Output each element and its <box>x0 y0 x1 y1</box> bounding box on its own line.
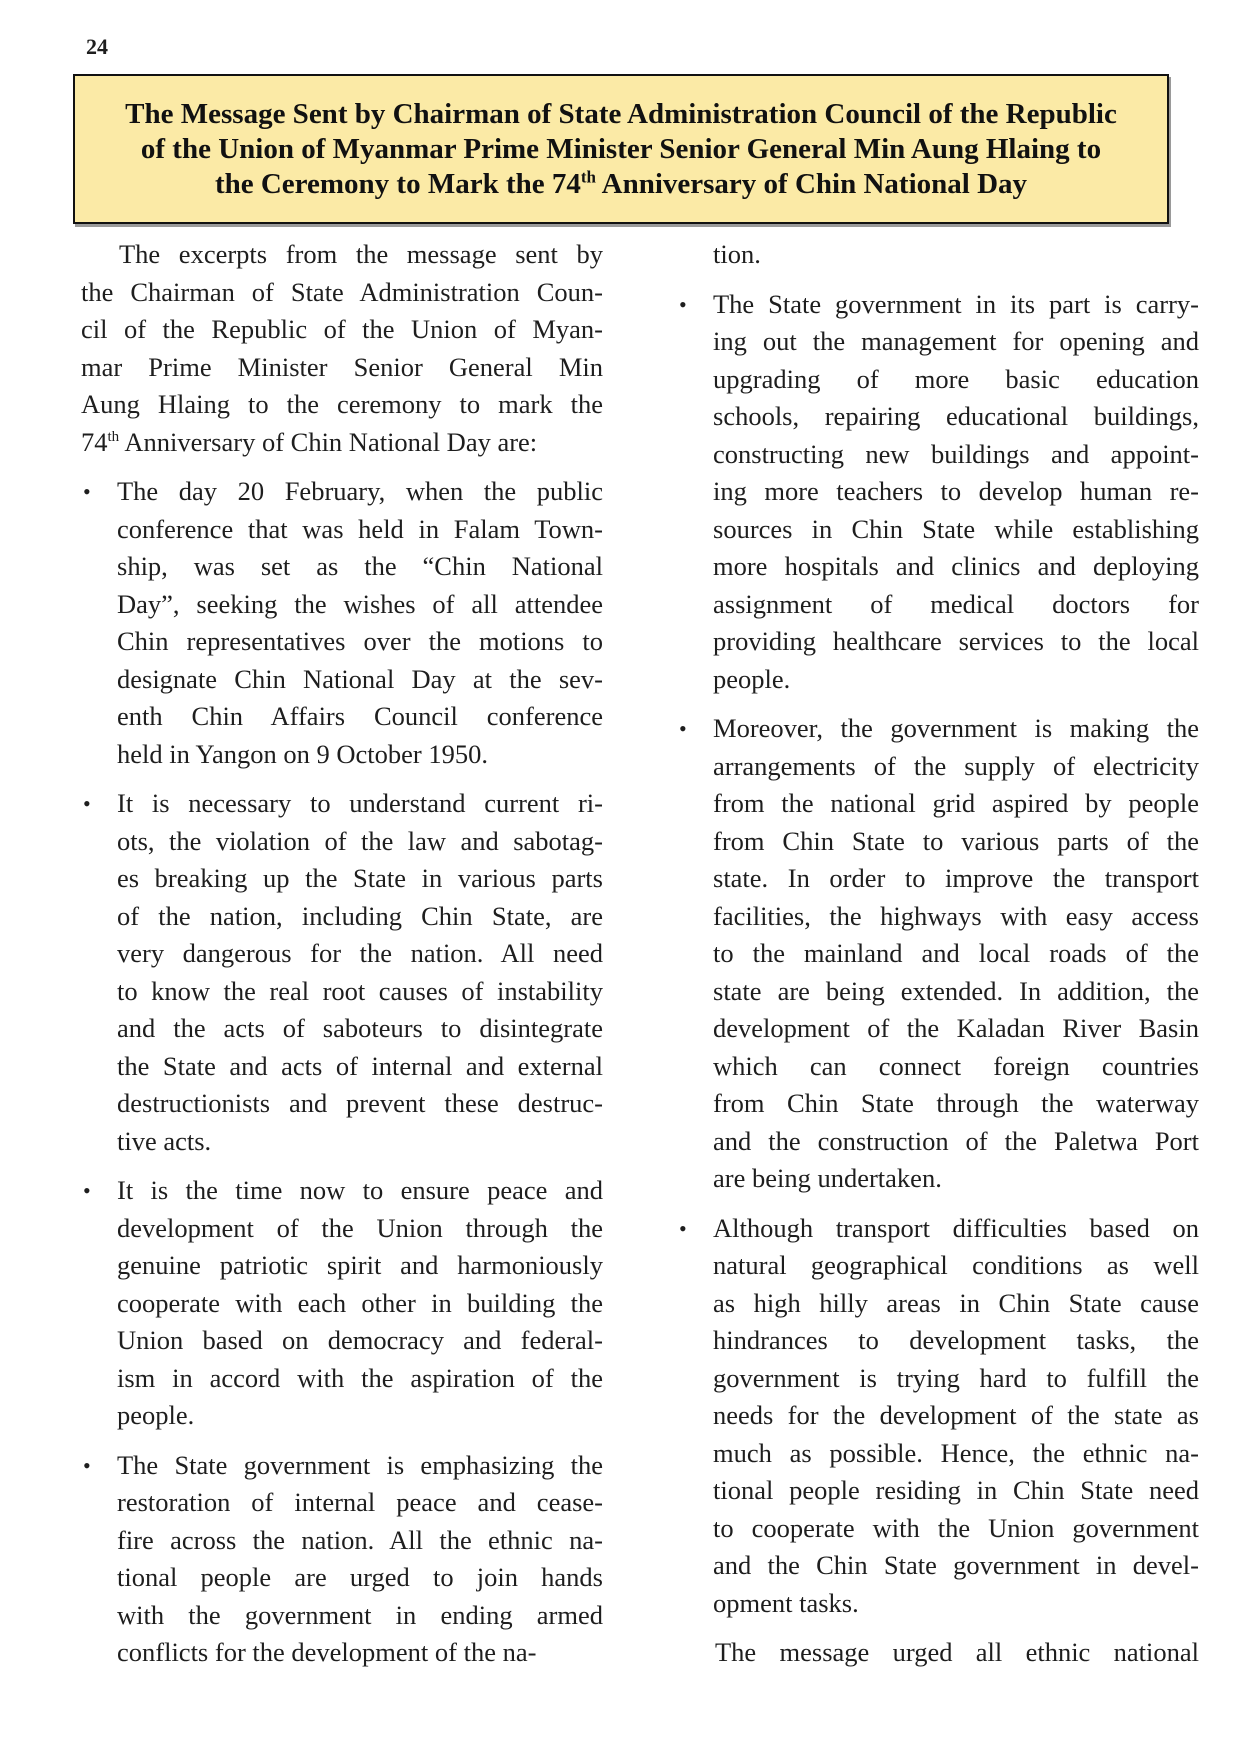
bullet-line: Chin representatives over the motions to <box>117 626 603 656</box>
bullet-line: are being undertaken. <box>713 1163 942 1193</box>
title-line-3-end: Anniversary of Chin National Day <box>596 167 1028 200</box>
bullet-line: natural geographical conditions as well <box>713 1250 1199 1280</box>
intro-paragraph <box>81 236 603 461</box>
bullet-line: with the government in ending armed <box>117 1599 603 1630</box>
intro-superscript: th <box>107 428 120 445</box>
bullet-line: genuine patriotic spirit and harmoniously <box>117 1250 603 1280</box>
bullet-line: tional people residing in Chin State need <box>713 1475 1199 1505</box>
bullet-line: people. <box>117 1400 195 1430</box>
bullet-item <box>81 785 603 1160</box>
intro-line: mar Prime Minister Senior General Min <box>81 351 603 382</box>
left-bullet-list <box>81 473 603 1672</box>
bullet-item <box>677 710 1199 1198</box>
bullet-line: conflicts for the development of the na- <box>117 1637 537 1667</box>
bullet-line: ing more teachers to develop human re- <box>713 476 1199 506</box>
bullet-line: more hospitals and clinics and deploying <box>713 551 1199 581</box>
bullet-icon: • <box>679 1215 687 1241</box>
bullet-line: and the acts of saboteurs to disintegrate <box>117 1013 603 1043</box>
bullet-icon: • <box>679 291 687 317</box>
closing-paragraph <box>677 1634 1199 1672</box>
bullet-line: to the mainland and local roads of the <box>713 938 1199 968</box>
bullet-line: Although transport difficulties based on <box>713 1212 1199 1243</box>
bullet-line: state are being extended. In addition, the <box>713 975 1199 1006</box>
page-title <box>115 97 1127 202</box>
bullet-line: designate Chin National Day at the sev- <box>117 663 603 694</box>
right-bullet-list <box>677 286 1199 1623</box>
bullet-line: conference that was held in Falam Town- <box>117 513 603 544</box>
bullet-icon: • <box>679 716 687 741</box>
bullet-line: ing out the management for opening and <box>713 326 1199 356</box>
bullet-line: It is necessary to understand current ri- <box>117 788 603 818</box>
intro-line: cil of the Republic of the Union of Myan- <box>81 314 603 344</box>
bullet-line: tive acts. <box>117 1125 212 1156</box>
bullet-line: providing healthcare services to the local <box>713 626 1199 656</box>
bullet-line: from Chin State through the waterway <box>713 1088 1199 1118</box>
bullet-line: constructing new buildings and appoint- <box>713 438 1199 469</box>
bullet-line: upgrading of more basic education <box>713 363 1199 394</box>
bullet-line: es breaking up the State in various parts <box>117 863 603 893</box>
intro-line-end: Anniversary of Chin National Day are: <box>119 426 538 457</box>
bullet-line: which can connect foreign countries <box>713 1050 1199 1081</box>
bullet-line: to know the real root causes of instability <box>117 975 603 1006</box>
bullet-line: development of the Union through the <box>117 1212 603 1243</box>
bullet-line: government is trying hard to fulfill the <box>713 1362 1199 1393</box>
bullet-line: arrangements of the supply of electricity <box>713 750 1199 781</box>
bullet-item <box>81 1447 603 1672</box>
bullet-line: state. In order to improve the transport <box>713 863 1199 893</box>
bullet-line: fire across the nation. All the ethnic na- <box>117 1524 603 1555</box>
intro-line: The excerpts from the message sent by <box>119 239 603 269</box>
bullet-icon: • <box>83 479 91 504</box>
bullet-line: assignment of medical doctors for <box>713 588 1199 619</box>
bullet-item <box>677 286 1199 699</box>
bullet-line: cooperate with each other in building the <box>117 1287 603 1318</box>
title-line-2: of the Union of Myanmar Prime Minister Senior General Min Aung Hlaing to <box>140 132 1102 165</box>
bullet-line: The day 20 February, when the public <box>117 476 603 506</box>
page-number: 24 <box>86 34 108 59</box>
bullet-line: the State and acts of internal and external <box>117 1050 603 1081</box>
bullet-line: from Chin State to various parts of the <box>713 825 1199 856</box>
title-superscript: th <box>580 166 596 186</box>
bullet-item <box>677 1210 1199 1623</box>
bullet-icon: • <box>83 1452 91 1478</box>
bullet-line: held in Yangon on 9 October 1950. <box>117 738 488 769</box>
title-line-1: The Message Sent by Chairman of State Administration Council of the Republic <box>125 97 1117 130</box>
bullet-item <box>81 1172 603 1435</box>
right-column <box>677 236 1199 1684</box>
closing-line: The message urged all ethnic national <box>715 1637 1199 1667</box>
bullet-line: The State government in its part is carry- <box>713 288 1199 319</box>
intro-number: 74 <box>81 426 108 457</box>
bullet-line: ots, the violation of the law and sabotag- <box>117 825 603 856</box>
bullet-line: hindrances to development tasks, the <box>713 1325 1199 1355</box>
bullet-line: tional people are urged to join hands <box>117 1562 603 1592</box>
bullet-line: very dangerous for the nation. All need <box>117 938 603 968</box>
bullet-line: facilities, the highways with easy access <box>713 900 1199 931</box>
bullet-line: opment tasks. <box>713 1587 859 1618</box>
bullet-line: Day”, seeking the wishes of all attendee <box>117 588 603 619</box>
bullet-line: much as possible. Hence, the ethnic na- <box>713 1437 1199 1468</box>
bullet-line: Union based on democracy and federal- <box>117 1325 603 1355</box>
left-column <box>81 236 603 1684</box>
bullet-icon: • <box>83 1178 91 1203</box>
bullet-line: development of the Kaladan River Basin <box>713 1013 1199 1043</box>
bullet-line: and the Chin State government in devel- <box>713 1550 1199 1580</box>
bullet-line: sources in Chin State while establishing <box>713 513 1199 544</box>
intro-line: the Chairman of State Administration Coun- <box>81 276 603 307</box>
title-line-3 <box>125 167 1117 202</box>
continuation-line: tion. <box>713 239 761 269</box>
intro-line: Aung Hlaing to the ceremony to mark the <box>81 389 603 419</box>
bullet-line: Moreover, the government is making the <box>713 713 1199 743</box>
bullet-line: restoration of internal peace and cease- <box>117 1487 603 1517</box>
title-box <box>73 74 1169 224</box>
bullet-line: ism in accord with the aspiration of the <box>117 1362 603 1393</box>
bullet-line: The State government is emphasizing the <box>117 1449 603 1480</box>
bullet-item <box>81 473 603 773</box>
bullet-line: enth Chin Affairs Council conference <box>117 701 603 731</box>
title-line-3-start: the Ceremony to Mark the 74 <box>214 167 581 200</box>
bullet-line: from the national grid aspired by people <box>713 788 1199 818</box>
bullet-line: to cooperate with the Union government <box>713 1512 1199 1543</box>
bullet-line: It is the time now to ensure peace and <box>117 1175 603 1205</box>
bullet-line: and the construction of the Paletwa Port <box>713 1125 1199 1156</box>
bullet-line: people. <box>713 663 791 694</box>
bullet-line: destructionists and prevent these destruc- <box>117 1088 603 1118</box>
intro-line <box>81 424 603 462</box>
bullet-line: schools, repairing educational buildings, <box>713 401 1199 431</box>
continuation-text <box>677 236 1199 274</box>
bullet-line: needs for the development of the state as <box>713 1400 1199 1430</box>
bullet-icon: • <box>83 791 91 816</box>
bullet-line: ship, was set as the “Chin National <box>117 551 603 581</box>
bullet-line: as high hilly areas in Chin State cause <box>713 1287 1199 1318</box>
bullet-line: of the nation, including Chin State, are <box>117 900 603 931</box>
